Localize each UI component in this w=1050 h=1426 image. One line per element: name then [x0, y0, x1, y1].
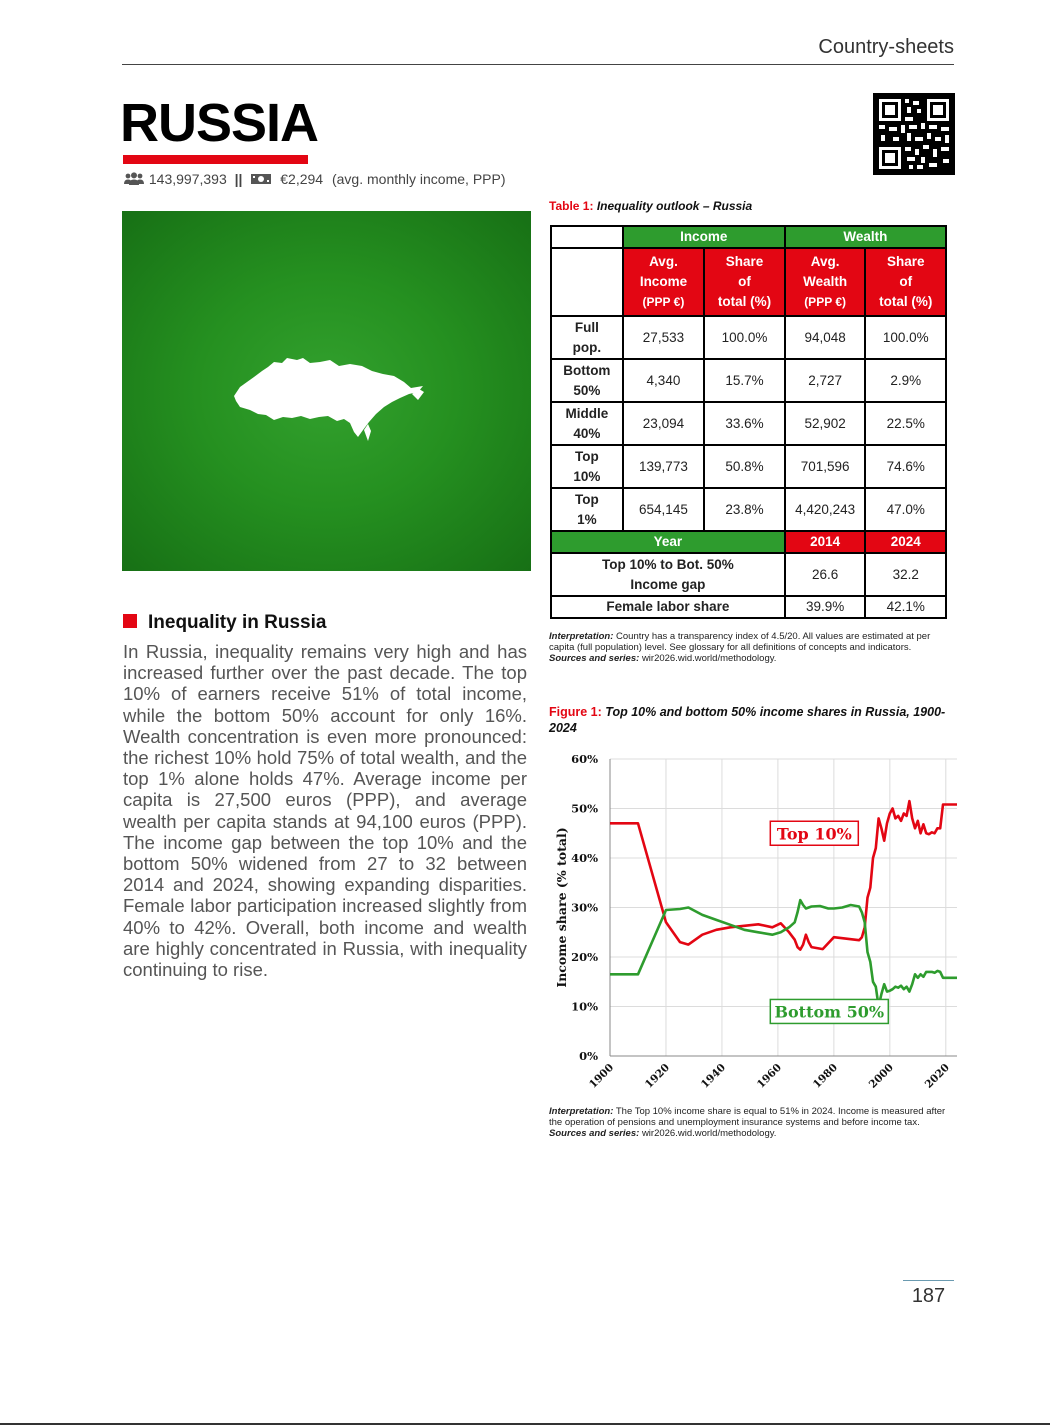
table-corner-cell: [551, 248, 623, 316]
row-label: Top 10%: [551, 445, 623, 488]
row-label: Full pop.: [551, 316, 623, 359]
table-interp-text: Country has a transparency index of 4.5/20. All values are estimated at per capita (full population) level. See glossary for all definitions of concepts and indicators.: [549, 631, 931, 653]
income-gap-2014: 26.6: [785, 553, 866, 596]
inequality-table: [550, 225, 947, 619]
table-cell: 2.9%: [865, 359, 946, 402]
y-tick-label: 30%: [571, 900, 598, 915]
bottom-divider: [0, 1423, 1050, 1425]
population-value: 143,997,393: [148, 171, 227, 187]
table-cell: 22.5%: [865, 402, 946, 445]
country-stats: [123, 171, 506, 189]
figure-caption: [549, 704, 949, 736]
y-tick-label: 10%: [571, 999, 598, 1014]
table-caption-text: Inequality outlook – Russia: [596, 199, 753, 213]
section-body: In Russia, inequality remains very high and has increased further over the past decade. The top 10% of earners receive 51% of total income, while the bottom 50% account for only 16%. Wealth concentration is even more pronounced: the richest 10% hold 75% of total wealth, and the top 1% alone holds 47%. Average income per capita is 27,500 euros (PPP), and average wealth per capita stands at 94,100 euros (PPP). The income gap between the top 10% and the bottom 50% widened from 27 to 32 between 2014 and 2024, showing expanding disparities. Female labor participation increased slightly from 40% to 42%. Overall, both income and wealth are highly concentrated in Russia, with inequality continuing to rise.: [123, 641, 527, 981]
table-cell: 52,902: [785, 402, 866, 445]
table-cell: 2,727: [785, 359, 866, 402]
table-row: [551, 553, 946, 596]
row-label: Bottom 50%: [551, 359, 623, 402]
y-axis-label: Income share (% total): [554, 827, 569, 988]
figure-sources-text: wir2026.wid.world/methodology.: [641, 1128, 777, 1139]
group-income: Income: [623, 226, 785, 248]
row-label: Middle 40%: [551, 402, 623, 445]
y-tick-label: 40%: [571, 851, 598, 865]
bottom50-label: Bottom 50%: [774, 1002, 885, 1022]
table-row: [551, 445, 946, 488]
table-cell: 4,420,243: [785, 488, 866, 531]
section-title: Inequality in Russia: [148, 612, 327, 633]
population-icon: [123, 172, 145, 189]
table-sources-text: wir2026.wid.world/methodology.: [641, 653, 777, 664]
table-cell: 100.0%: [704, 316, 785, 359]
table-cell: 94,048: [785, 316, 866, 359]
table-cell: 23,094: [623, 402, 705, 445]
col-header-avg-wealth: Avg. Wealth (PPP €): [785, 248, 866, 316]
avg-income-value: €2,294: [280, 171, 324, 187]
table-cell: 23.8%: [704, 488, 785, 531]
table-row: [551, 402, 946, 445]
income-share-chart: [549, 745, 961, 1100]
table-notes: [549, 631, 947, 664]
x-tick-label: 1960: [754, 1061, 785, 1091]
table-cell: 100.0%: [865, 316, 946, 359]
table-row: [551, 359, 946, 402]
table-row: [551, 488, 946, 531]
y-tick-label: 50%: [571, 801, 598, 816]
table-cell: 47.0%: [865, 488, 946, 531]
year-label: Year: [551, 531, 785, 553]
stats-separator: ||: [234, 171, 243, 187]
table-sources-label: Sources and series:: [549, 653, 640, 664]
bottom50-series-line: [610, 900, 957, 1006]
table-cell: 701,596: [785, 445, 866, 488]
country-title: RUSSIA: [120, 93, 319, 153]
table-cell: 50.8%: [704, 445, 785, 488]
country-map: [122, 211, 531, 571]
figure-notes: [549, 1106, 953, 1139]
avg-income-note: (avg. monthly income, PPP): [331, 171, 506, 187]
y-tick-label: 0%: [579, 1049, 598, 1063]
russia-map-icon: [122, 211, 531, 571]
row-label: Top 1%: [551, 488, 623, 531]
y-tick-label: 20%: [571, 950, 598, 964]
col-header-wealth-share: Share of total (%): [865, 248, 946, 316]
title-underline: [123, 155, 308, 164]
figure-sources-label: Sources and series:: [549, 1128, 640, 1139]
table-cell: 27,533: [623, 316, 705, 359]
figure-caption-label: Figure 1:: [549, 705, 602, 719]
col-header-income-share: Share of total (%): [704, 248, 785, 316]
table-caption-label: Table 1:: [549, 199, 594, 213]
figure-interp-text: The Top 10% income share is equal to 51% in 2024. Income is measured after the operation of pensions and unemployment insurance systems and before income tax.: [549, 1106, 946, 1128]
table-row: [551, 316, 946, 359]
x-tick-label: 2000: [866, 1061, 896, 1091]
table-cell: 139,773: [623, 445, 705, 488]
table-corner-cell: [551, 226, 623, 248]
section-marker-icon: [123, 614, 137, 628]
female-labor-2014: 39.9%: [785, 596, 866, 618]
figure-caption-text: Top 10% and bottom 50% income shares in Russia, 1900-2024: [549, 705, 946, 735]
money-icon: [250, 172, 272, 189]
header-title: Country-sheets: [818, 36, 954, 58]
qr-code-icon[interactable]: [873, 93, 955, 175]
section-heading: [123, 612, 326, 634]
table-row: [551, 596, 946, 618]
x-tick-label: 1900: [586, 1061, 617, 1091]
income-gap-label: Top 10% to Bot. 50% Income gap: [551, 553, 785, 596]
col-header-avg-income: Avg. Income (PPP €): [623, 248, 705, 316]
x-tick-label: 2020: [922, 1061, 952, 1091]
table-cell: 654,145: [623, 488, 705, 531]
table-caption: [549, 199, 752, 213]
income-gap-2024: 32.2: [865, 553, 946, 596]
x-tick-label: 1980: [810, 1061, 840, 1091]
x-tick-label: 1940: [698, 1061, 729, 1091]
page-number: 187: [903, 1280, 954, 1308]
top10-label: Top 10%: [776, 824, 852, 844]
group-wealth: Wealth: [785, 226, 946, 248]
female-labor-2024: 42.1%: [865, 596, 946, 618]
table-cell: 4,340: [623, 359, 705, 402]
table-cell: 74.6%: [865, 445, 946, 488]
table-interp-label: Interpretation:: [549, 631, 614, 642]
female-labor-label: Female labor share: [551, 596, 785, 618]
figure-interp-label: Interpretation:: [549, 1106, 614, 1117]
table-cell: 15.7%: [704, 359, 785, 402]
year-2014: 2014: [785, 531, 866, 553]
header-divider: [122, 64, 954, 65]
table-cell: 33.6%: [704, 402, 785, 445]
year-2024: 2024: [865, 531, 946, 553]
x-tick-label: 1920: [642, 1061, 673, 1091]
y-tick-label: 60%: [571, 752, 598, 766]
